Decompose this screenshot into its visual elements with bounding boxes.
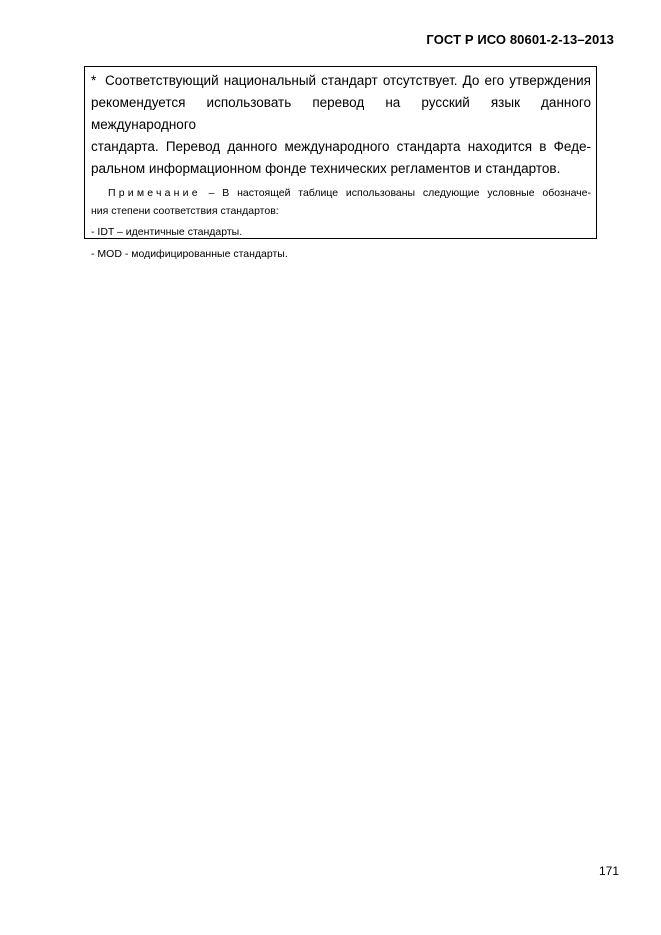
note-line-1 [91, 184, 591, 202]
footnote-line-2: рекомендуется использовать перевод на русский язык данного международного [91, 95, 591, 132]
note-item-mod: - MOD - модифицированные стандарты. [91, 248, 288, 260]
footnote-line-1 [91, 70, 591, 92]
footnote-line-3: стандарта. Перевод данного международного стандарта находится в Феде- [91, 139, 591, 154]
note-label: Примечание [108, 187, 201, 199]
note-line-1-text: – В настоящей таблице использованы следующие условные обозначе- [200, 187, 591, 199]
footnote-box [84, 66, 597, 260]
note-item-idt: - IDT – идентичные стандарты. [91, 226, 243, 238]
footnote-line-1-text: Соответствующий национальный стандарт отсутствует. До его утверждения [105, 73, 591, 88]
footnote-paragraph [91, 70, 591, 180]
footnote-line-4: ральном информационном фонде технических регламентов и стандартов. [91, 161, 561, 176]
document-header-standard-id: ГОСТ Р ИСО 80601-2-13–2013 [426, 32, 614, 47]
note-paragraph [91, 184, 591, 220]
note-line-2: ния степени соответствия стандартов: [91, 205, 279, 217]
page-number: 171 [598, 864, 619, 878]
footnote-star: * [91, 73, 97, 88]
